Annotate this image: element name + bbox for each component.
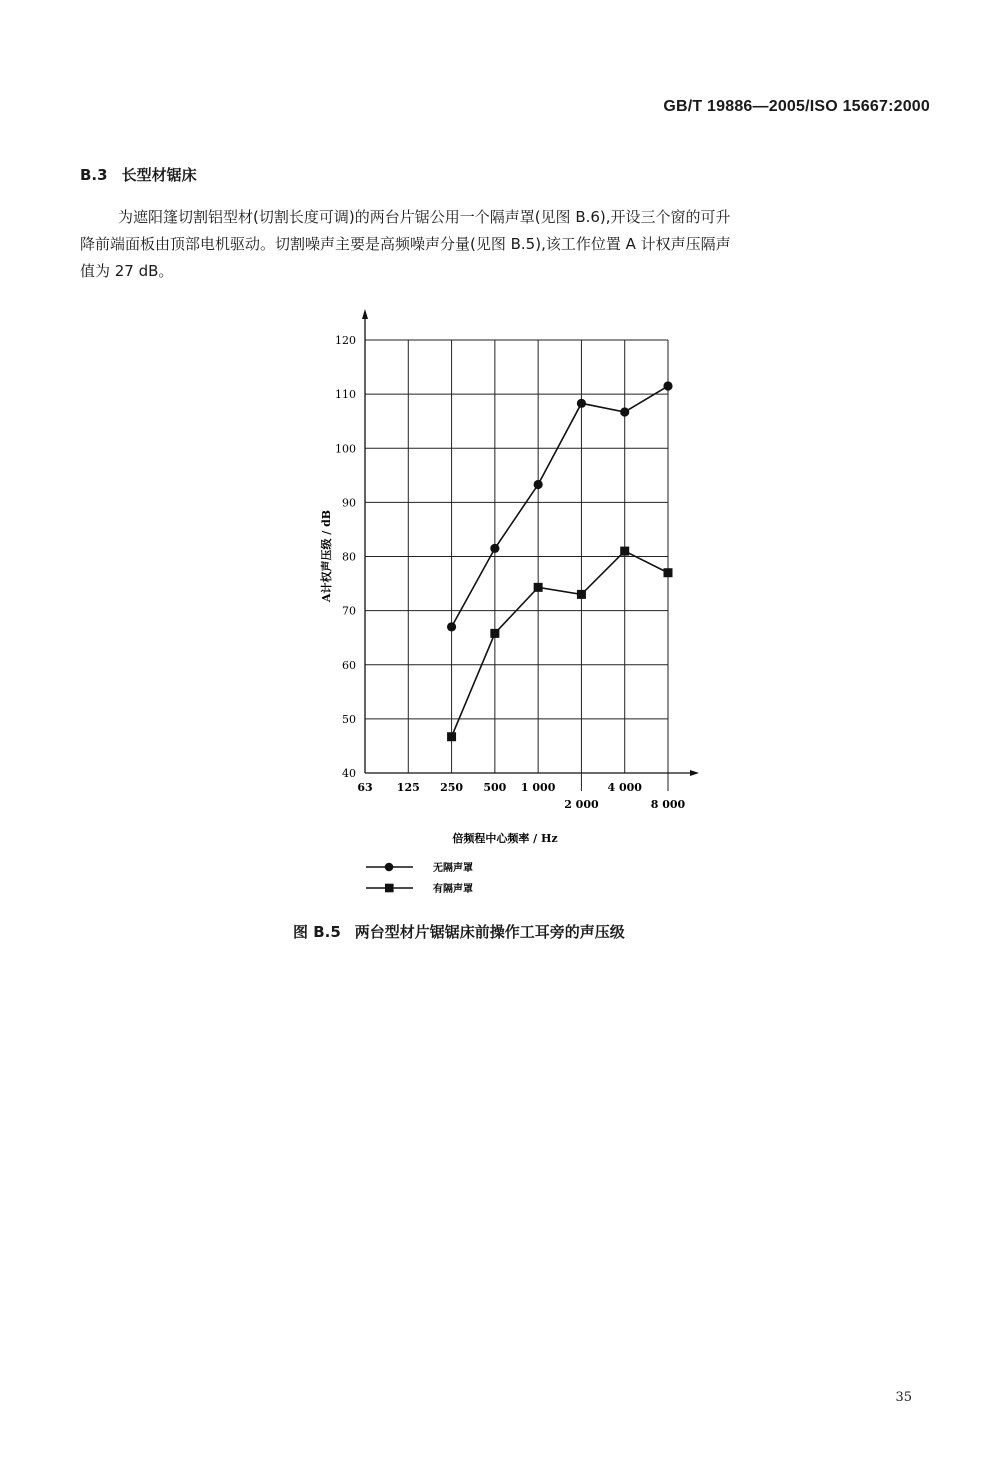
figure-caption-text: 两台型材片锯锯床前操作工耳旁的声压级 — [354, 923, 625, 941]
data-point-circle — [663, 381, 672, 390]
y-tick-label: 50 — [342, 712, 356, 726]
data-point-circle — [447, 622, 456, 631]
figure-number: 图 B.5 — [293, 923, 341, 941]
x-tick-label: 250 — [440, 781, 464, 794]
figure-caption — [293, 921, 625, 942]
y-tick-label: 90 — [342, 496, 356, 510]
y-tick-label: 110 — [335, 388, 356, 402]
x-tick-label: 63 — [357, 781, 373, 794]
x-axis-arrow — [690, 770, 699, 776]
chart-grid — [365, 340, 668, 773]
legend-label: 无隔声罩 — [433, 863, 473, 874]
data-point-circle — [620, 407, 629, 416]
x-tick-label: 500 — [483, 781, 507, 794]
data-point-square — [620, 547, 629, 556]
series-line — [452, 386, 668, 627]
y-tick-label: 120 — [335, 334, 356, 347]
data-point-circle — [534, 480, 543, 489]
y-tick-labels — [335, 334, 356, 780]
paragraph-line-1: 为遮阳篷切割铝型材(切割长度可调)的两台片锯公用一个隔声罩(见图 B.6),开设三个窗的可升 — [118, 208, 731, 226]
data-point-circle — [577, 399, 586, 408]
x-tick-label: 125 — [396, 781, 420, 794]
x-axis-label: 倍频程中心频率 / Hz — [452, 832, 558, 845]
paragraph-line-2: 降前端面板由顶部电机驱动。切割噪声主要是高频噪声分量(见图 B.5),该工作位置 A 计权声压隔声 — [80, 235, 731, 253]
chart-legend — [366, 861, 473, 895]
x-tick-label: 8 000 — [650, 798, 686, 811]
y-axis-arrow — [362, 309, 368, 319]
data-point-square — [447, 732, 456, 741]
page-number: 35 — [895, 1390, 912, 1405]
section-number: B.3 — [80, 166, 108, 184]
legend-marker-circle — [385, 863, 394, 872]
data-point-square — [490, 629, 499, 638]
y-tick-label: 80 — [342, 550, 356, 564]
data-point-square — [664, 568, 673, 577]
y-tick-label: 100 — [335, 442, 356, 456]
section-heading — [80, 164, 197, 185]
y-tick-label: 60 — [342, 658, 356, 672]
section-title-text: 长型材锯床 — [121, 166, 197, 184]
data-point-circle — [490, 544, 499, 553]
body-paragraph — [80, 204, 930, 285]
legend-marker-square — [385, 884, 394, 893]
data-point-square — [534, 583, 543, 592]
paragraph-line-3: 值为 27 dB。 — [80, 262, 174, 280]
y-tick-label: 70 — [342, 604, 356, 618]
standard-header: GB/T 19886—2005/ISO 15667:2000 — [663, 98, 930, 115]
x-tick-labels — [357, 781, 685, 811]
y-tick-label: 40 — [342, 767, 356, 780]
chart-series — [447, 381, 673, 741]
x-tick-label: 4 000 — [607, 781, 642, 794]
x-tick-label: 2 000 — [564, 798, 599, 811]
legend-label: 有隔声罩 — [433, 884, 473, 895]
data-point-square — [577, 590, 586, 599]
chart-axes — [362, 309, 699, 791]
x-tick-label: 1 000 — [520, 781, 556, 794]
y-axis-label: A计权声压级 / dB — [320, 509, 333, 603]
series-line — [452, 551, 668, 737]
